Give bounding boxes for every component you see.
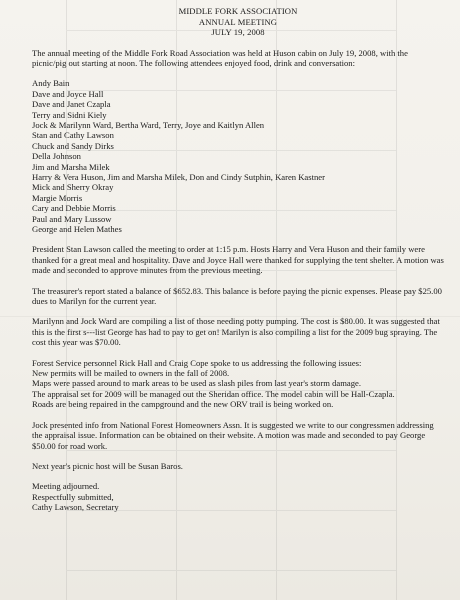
next-host-paragraph: Next year's picnic host will be Susan Baros. [32,460,183,471]
attendee: Margie Morris [32,192,83,203]
forest-item: The appraisal set for 2009 will be managed out the Sheridan office. The model cabin will be Hall-Czapla. [32,388,395,399]
closing-block [32,481,444,512]
forest-service-section [32,358,444,410]
homeowners-paragraph: Jock presented info from National Forest Homeowners Assn. It is suggested we write to our congressmen addressing the appraisal issue. Information can be obtained on their website. A motion was made and seconded to pay George $50.00 for road work. [32,419,434,451]
forest-item: Maps were passed around to mark areas to be used as slash piles from last year's storm damage. [32,378,361,389]
forest-service-intro: Forest Service personnel Rick Hall and Craig Cope spoke to us addressing the following issues: [32,357,362,368]
attendee: Terry and Sidni Kiely [32,109,107,120]
call-to-order-paragraph: President Stan Lawson called the meeting to order at 1:15 p.m. Hosts Harry and Vera Huson and their family were thanked for a great meal and hospitality. Dave and Joyce Hall were thanked for supplying the tent shelter. A motion was made and seconded to approve minutes from the previous meeting. [32,244,444,276]
attendee: Della Johnson [32,151,81,162]
attendee: Paul and Mary Lussow [32,213,112,224]
intro-paragraph: The annual meeting of the Middle Fork Road Association was held at Huson cabin on July 19, 2008, with the picnic/pig out starting at noon. The following attendees enjoyed food, drink and conversation: [32,47,408,68]
meeting-title: ANNUAL MEETING [198,16,278,27]
attendee: Dave and Janet Czapla [32,99,111,110]
attendee: Stan and Cathy Lawson [32,130,114,141]
respectfully-line: Respectfully submitted, [32,491,114,502]
attendee: Chuck and Sandy Dirks [32,140,114,151]
attendee-list [32,78,444,234]
adjourned-line: Meeting adjourned. [32,481,100,492]
attendee: Harry & Vera Huson, Jim and Marsha Milek, Don and Cindy Sutphin, Karen Kastner [32,171,325,182]
forest-item: Roads are being repaired in the campground and the new ORV trail is being worked on. [32,399,334,410]
document-header [32,6,444,38]
meeting-date: JULY 19, 2008 [211,27,265,37]
attendee: Jim and Marsha Milek [32,161,110,172]
treasurer-paragraph: The treasurer's report stated a balance of $652.83. This balance is before paying the picnic expenses. Please pay $25.00 dues to Marilyn for the current year. [32,285,442,307]
attendee: Mick and Sherry Okray [32,182,114,193]
pumping-paragraph: Marilynn and Jock Ward are compiling a list of those needing potty pumping. The cost is $80.00. It was suggested that this is the first s---list George has had to pay to get on! Marilyn is also compiling a list for the 2009 bug spraying. The cost this year was $70.00. [32,316,440,348]
attendee: Jock & Marilynn Ward, Bertha Ward, Terry, Joye and Kaitlyn Allen [32,119,265,130]
forest-item: New permits will be mailed to owners in the fall of 2008. [32,368,230,379]
page-fold [0,316,460,317]
attendee: Cary and Debbie Morris [32,203,116,214]
attendee: Dave and Joyce Hall [32,88,104,99]
signature-line: Cathy Lawson, Secretary [32,502,119,513]
attendee: George and Helen Mathes [32,224,122,234]
org-title: MIDDLE FORK ASSOCIATION [178,6,298,16]
attendee: Andy Bain [32,78,70,89]
